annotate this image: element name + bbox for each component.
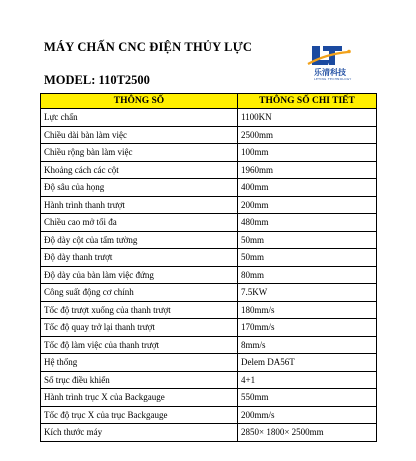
- value-cell: 170mm/s: [238, 319, 377, 337]
- value-cell: 50mm: [238, 231, 377, 249]
- logo-brand-text: 乐清科技: [314, 68, 346, 77]
- page-title: MÁY CHẤN CNC ĐIỆN THỦY LỰC: [44, 40, 253, 54]
- param-cell: Kích thước máy: [41, 424, 238, 442]
- table-row: [41, 179, 377, 197]
- value-cell: 2500mm: [238, 126, 377, 144]
- model-title: MODEL: 110T2500: [44, 73, 150, 87]
- param-cell: Chiều rộng bàn làm việc: [41, 144, 238, 162]
- header-parameter: THÔNG SỐ: [41, 94, 238, 109]
- value-cell: 2850× 1800× 2500mm: [238, 424, 377, 442]
- param-cell: Công suất động cơ chính: [41, 284, 238, 302]
- param-cell: Số trục điều khiển: [41, 371, 238, 389]
- value-cell: 8mm/s: [238, 336, 377, 354]
- param-cell: Độ dày của bàn làm việc đứng: [41, 266, 238, 284]
- value-cell: 100mm: [238, 144, 377, 162]
- value-cell: 550mm: [238, 389, 377, 407]
- param-cell: Chiều dài bàn làm việc: [41, 126, 238, 144]
- param-cell: Lực chấn: [41, 109, 238, 127]
- table-row: [41, 336, 377, 354]
- value-cell: 50mm: [238, 249, 377, 267]
- table-row: [41, 284, 377, 302]
- table-row: [41, 301, 377, 319]
- value-cell: Delem DA56T: [238, 354, 377, 372]
- param-cell: Độ sâu của họng: [41, 179, 238, 197]
- param-cell: Hành trình thanh trượt: [41, 196, 238, 214]
- table-row: [41, 109, 377, 127]
- table-row: [41, 196, 377, 214]
- value-cell: 200mm: [238, 196, 377, 214]
- value-cell: 480mm: [238, 214, 377, 232]
- table-row: [41, 249, 377, 267]
- logo-sub-text: LETING TECHNOLOGY: [314, 77, 352, 81]
- param-cell: Hành trình trục X của Backgauge: [41, 389, 238, 407]
- value-cell: 1960mm: [238, 161, 377, 179]
- table-row: [41, 161, 377, 179]
- table-row: [41, 231, 377, 249]
- param-cell: Độ dày thanh trượt: [41, 249, 238, 267]
- value-cell: 80mm: [238, 266, 377, 284]
- header-detail: THÔNG SỐ CHI TIẾT: [238, 94, 377, 109]
- value-cell: 200mm/s: [238, 406, 377, 424]
- table-row: [41, 354, 377, 372]
- table-row: [41, 371, 377, 389]
- specs-table: [40, 93, 377, 442]
- param-cell: Độ dày cột của tấm tường: [41, 231, 238, 249]
- param-cell: Hệ thống: [41, 354, 238, 372]
- table-row: [41, 424, 377, 442]
- value-cell: 7.5KW: [238, 284, 377, 302]
- table-header-row: [41, 94, 377, 109]
- table-row: [41, 406, 377, 424]
- param-cell: Khoảng cách các cột: [41, 161, 238, 179]
- table-row: [41, 214, 377, 232]
- table-row: [41, 126, 377, 144]
- table-row: [41, 319, 377, 337]
- param-cell: Tốc độ quay trở lại thanh trượt: [41, 319, 238, 337]
- value-cell: 180mm/s: [238, 301, 377, 319]
- param-cell: Tốc độ trượt xuống của thanh trượt: [41, 301, 238, 319]
- param-cell: Tốc độ trục X của trục Backgauge: [41, 406, 238, 424]
- param-cell: Tốc độ làm việc của thanh trượt: [41, 336, 238, 354]
- table-row: [41, 144, 377, 162]
- table-row: [41, 266, 377, 284]
- value-cell: 4+1: [238, 371, 377, 389]
- param-cell: Chiều cao mở tối đa: [41, 214, 238, 232]
- value-cell: 1100KN: [238, 109, 377, 127]
- table-row: [41, 389, 377, 407]
- value-cell: 400mm: [238, 179, 377, 197]
